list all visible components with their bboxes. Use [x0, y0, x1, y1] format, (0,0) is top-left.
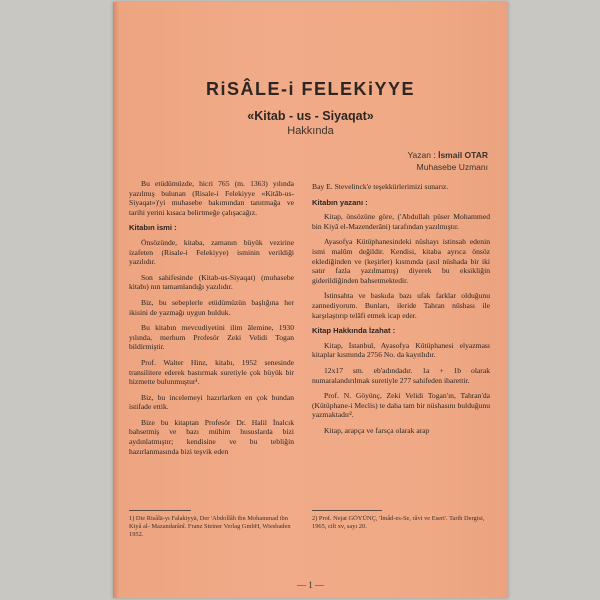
section-heading-kitap-hakkinda: Kitap Hakkında İzahat :	[312, 326, 396, 336]
paragraph: Bay E. Stevelinck'e teşekkürlerimizi sunarız.	[312, 182, 449, 191]
document-page	[113, 2, 508, 598]
author-name: İsmail OTAR	[438, 150, 488, 160]
author-line	[408, 149, 489, 161]
paragraph: Prof. Walter Hinz, kitabı, 1952 senesinde transilitere ederek bastırmak suretiyle çok büyük bir hizmette bulunmuştur¹.	[129, 357, 294, 387]
section-heading-kitabin-yazani: Kitabın yazanı :	[312, 197, 368, 207]
paragraph: Kitap, önsözüne göre, ('Abdullah püser Mohammed bin Kiyâ el-Mazenderâni) tarafından yazılmıştır.	[312, 212, 490, 231]
footnote-right: 2) Prof. Nejat GÖYÜNÇ, 'İmâd-es-Se, râvi ve Eseri'. Tarih Dergisi, 1965, cilt xv, sayı 20.	[312, 515, 485, 531]
paragraph: Bu etüdümüzde, hicri 765 (m. 1363) yılında yazılmış bulunan (Risale-i Felekiyye «Kitâb-us-Siyaqat»)'yi muhasebe bakımından tanıtmağa ve tarihi yerini kısaca belirtmeğe çalışacağız.	[129, 179, 294, 217]
article-subtitle: «Kitab - us - Siyaqat»	[247, 109, 374, 123]
right-column	[312, 182, 490, 441]
footnote-rule-left	[129, 510, 191, 511]
paragraph: Ayasofya Kütüphanesindeki nüshayı istinsah edenin ismi malûm değildir. Kendisi, kitaba ayrıca önsöz eklediğinden ve (keşirler) kısmında (asıl nüshada bir iki satır fazla yazılmamış) diyerek bu eksikliğin giderildiğinden bahsetmektedir.	[312, 237, 490, 285]
section-heading-kitabin-ismi: Kitabın ismi :	[129, 223, 177, 233]
paragraph: Bu kitabın mevcudiyetini ilim âlemine, 1930 yılında, merhum Profesör Zeki Velidi Togan bildirmiştir.	[129, 323, 294, 352]
paragraph: Son sahifesinde (Kitab-us-Siyaqat) (muhasebe kitabı) nın tamamlandığı yazılıdır.	[129, 272, 294, 292]
author-role: Muhasebe Uzmanı	[416, 162, 488, 172]
page-number: — 1 —	[297, 580, 324, 590]
paragraph: Önsözünde, kitaba, zamanın büyük vezirine izafeten (Risale-i Felekiyye) isminin verildiği yazılıdır.	[129, 237, 294, 267]
paragraph: İstinsahta ve baskıda bazı ufak farklar olduğunu zannediyorum. Bunları, ileride Tahran nüshası ile karşılaştırıp telâfi etmek icap eder.	[312, 291, 490, 320]
left-column	[129, 179, 294, 462]
article-subtitle-about: Hakkında	[287, 125, 334, 137]
author-block	[408, 149, 489, 173]
paragraph: Bize bu kitaptan Profesör Dr. Halil İnalcık bahsetmiş ve bazı mühim hususlarda bizi aydınlatmıştır; kendisine ve bu tebliğin hazırlanmasında bizi teşvik eden	[129, 417, 294, 456]
paragraph: Kitap, arapça ve farsça olarak arap	[324, 425, 430, 435]
paragraph: Prof. N. Göyünç, Zeki Velidi Togan'ın, Tahran'da (Kütüphane-i Meclis) te daha tam bir nüshasını bulduğunu yazmaktadır².	[312, 391, 490, 420]
footnote-left: 1) Die Risâlä-yı Falakiyyä, Der 'Abdollâh ibn Mohammad ibn Kiyâ al- Mazandarânî. Franz Steiner Verlag GmbH, Wiesbaden 1952.	[129, 515, 291, 539]
paragraph: Kitap, İstanbul, Ayasofya Kütüphanesi elyazması kitaplar kısmında 2756 No. da kayıtlıdır.	[312, 340, 490, 360]
footnote-rule-right	[312, 510, 382, 511]
paragraph: Biz, bu sebeplerle etüdümüzün başlığına her ikisini de yazmağı uygun bulduk.	[129, 297, 294, 317]
article-title: RiSÂLE-i FELEKiYYE	[205, 79, 416, 99]
paragraph: 12x17 sm. eb'adındadır. 1a + 1b olarak numaralandırılmak suretiyle 277 sahifeden ibarettir.	[312, 365, 490, 385]
paragraph: Biz, bu incelemeyi hazırlarken en çok bundan istifade ettik.	[129, 392, 294, 412]
author-prefix: Yazan :	[407, 150, 436, 160]
